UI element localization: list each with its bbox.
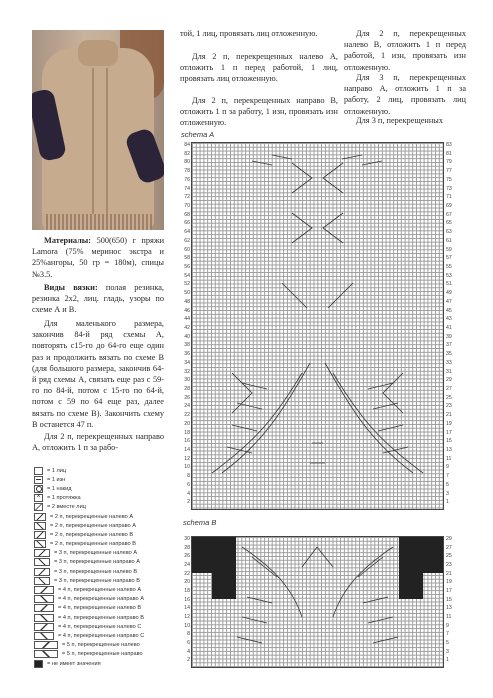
sweater-collar bbox=[78, 40, 118, 66]
row-number: 16 bbox=[184, 596, 190, 603]
legend-item: = 3 п, перекрещенные направо А bbox=[34, 558, 162, 567]
size-paragraph: Для маленького размера, закончив 84-й ряд схемы А, повторять с15-го до 64-го еще один раз и продолжить вязать по схеме В (для большого размера, закончив 64-й ряд схемы А, связать еще раз с 59-го по 84-й, потом с 15-го по 64-й, потом с 59 по 64 еще раз, далее вязать по схеме В). Закончить схему В останется 47 п. bbox=[32, 319, 164, 429]
materials-text: 500(650) г пряжи Lamora (75% меринос экстра и 25%ангоры, 50 гр = 180м), спицы №3.5. bbox=[32, 236, 165, 279]
cross-3-left-b-icon bbox=[34, 568, 50, 576]
row-number: 24 bbox=[184, 562, 190, 568]
row-number: 2 bbox=[187, 499, 190, 506]
cross-right-a-paragraph: Для 2 п, перекрещенных направо А, отложить 1 п за рабо- bbox=[32, 432, 164, 453]
row-number: 13 bbox=[446, 605, 452, 612]
row-number: 3 bbox=[446, 648, 449, 655]
schema-b-grid bbox=[191, 536, 444, 668]
types-text: полая резинка, резинка 2х2, лиц. гладь, узоры по схеме А и В. bbox=[32, 283, 164, 315]
legend-item: = 4 п, перекрещенные налево С bbox=[34, 622, 162, 631]
purl-icon bbox=[34, 476, 43, 484]
row-number: 69 bbox=[446, 203, 452, 209]
row-number: 23 bbox=[446, 403, 452, 410]
row-number: 22 bbox=[184, 412, 190, 419]
row-number: 24 bbox=[184, 403, 190, 410]
row-number: 82 bbox=[184, 150, 190, 157]
row-number: 28 bbox=[184, 544, 190, 551]
row-number: 34 bbox=[184, 359, 190, 366]
row-number: 21 bbox=[446, 412, 452, 419]
row-number: 23 bbox=[446, 562, 452, 568]
row-number: 17 bbox=[446, 429, 452, 436]
row-number: 63 bbox=[446, 229, 452, 236]
legend-item: = 2 вместе лиц bbox=[34, 503, 162, 512]
row-number: 30 bbox=[184, 377, 190, 384]
col3-paragraph-2: Для 3 п, перекрещенных направо А, отложить 1 п за работу, 2 лиц, провязать лиц отложенную. bbox=[344, 73, 466, 116]
row-number: 41 bbox=[446, 325, 452, 331]
row-number: 22 bbox=[184, 570, 190, 577]
row-number: 12 bbox=[184, 455, 190, 462]
row-number: 29 bbox=[446, 377, 452, 384]
row-number: 59 bbox=[446, 246, 452, 253]
row-number: 18 bbox=[184, 429, 190, 436]
row-number: 4 bbox=[187, 648, 190, 655]
row-number: 6 bbox=[187, 481, 190, 488]
row-number: 56 bbox=[184, 264, 190, 270]
legend-item: × = 1 протяжка bbox=[34, 494, 162, 503]
row-number: 15 bbox=[446, 438, 452, 445]
row-number: 79 bbox=[446, 159, 452, 166]
row-number: 19 bbox=[446, 420, 452, 427]
row-number: 48 bbox=[184, 298, 190, 305]
types-paragraph bbox=[32, 282, 164, 316]
row-number: 72 bbox=[184, 194, 190, 201]
legend-item: = 1 лиц bbox=[34, 466, 162, 475]
row-number: 7 bbox=[446, 631, 449, 638]
row-number: 4 bbox=[187, 490, 190, 497]
legend-item: = 2 п, перекрещенные направо А bbox=[34, 521, 162, 530]
schema-a-label: schema A bbox=[181, 130, 215, 139]
row-number: 45 bbox=[446, 307, 452, 314]
cross-4-left-a-icon bbox=[34, 586, 54, 594]
row-number: 2 bbox=[187, 657, 190, 664]
sweater-fringe bbox=[44, 214, 152, 230]
row-number: 55 bbox=[446, 264, 452, 270]
legend-item: = 3 п, перекрещенные налево В bbox=[34, 567, 162, 576]
row-number: 20 bbox=[184, 579, 190, 586]
row-number: 31 bbox=[446, 368, 452, 375]
row-number: 10 bbox=[184, 622, 190, 629]
row-number: 17 bbox=[446, 588, 452, 594]
row-number: 15 bbox=[446, 596, 452, 603]
row-number: 21 bbox=[446, 570, 452, 577]
row-number: 40 bbox=[184, 333, 190, 340]
row-number: 5 bbox=[446, 481, 449, 488]
row-number: 66 bbox=[184, 220, 190, 227]
row-number: 60 bbox=[184, 246, 190, 253]
k2tog-icon bbox=[34, 503, 43, 511]
row-number: 47 bbox=[446, 298, 452, 305]
row-number: 26 bbox=[184, 394, 190, 401]
col2-paragraph-1: той, 1 лиц, провязать лиц отложенную. bbox=[180, 29, 318, 38]
row-number: 65 bbox=[446, 220, 452, 227]
row-number: 67 bbox=[446, 211, 452, 218]
symbol-legend bbox=[34, 466, 162, 668]
row-number: 9 bbox=[446, 622, 449, 629]
pull-through-icon bbox=[34, 494, 43, 502]
schema-b-row-numbers-left bbox=[180, 536, 190, 666]
row-number: 7 bbox=[446, 473, 449, 480]
row-number: 73 bbox=[446, 185, 452, 192]
cross-2-left-b-icon bbox=[34, 531, 46, 539]
cross-4-right-a-icon bbox=[34, 595, 54, 603]
row-number: 42 bbox=[184, 325, 190, 331]
cross-3-left-a-icon bbox=[34, 549, 50, 557]
row-number: 25 bbox=[446, 394, 452, 401]
legend-item: = 2 п, перекрещенные направо В bbox=[34, 540, 162, 549]
row-number: 1 bbox=[446, 499, 449, 506]
row-number: 37 bbox=[446, 342, 452, 349]
schema-a-cables bbox=[192, 143, 443, 509]
legend-item: = 3 п, перекрещенные налево А bbox=[34, 549, 162, 558]
row-number: 74 bbox=[184, 185, 190, 192]
legend-item: = 4 п, перекрещенные направо С bbox=[34, 631, 162, 640]
knit-icon bbox=[34, 467, 43, 475]
materials-paragraph bbox=[32, 235, 164, 280]
cross-5-left-icon bbox=[34, 641, 58, 649]
materials-label: Материалы: bbox=[44, 236, 92, 245]
schema-b-cables bbox=[192, 537, 443, 667]
schema-a-row-numbers-left bbox=[180, 142, 190, 508]
row-number: 8 bbox=[187, 631, 190, 638]
cross-4-left-c-icon bbox=[34, 623, 54, 631]
row-number: 57 bbox=[446, 255, 452, 262]
row-number: 81 bbox=[446, 150, 452, 157]
cross-5-right-icon bbox=[34, 650, 58, 658]
row-number: 58 bbox=[184, 255, 190, 262]
row-number: 1 bbox=[446, 657, 449, 664]
row-number: 18 bbox=[184, 588, 190, 594]
row-number: 14 bbox=[184, 605, 190, 612]
legend-item: = 4 п, перекрещенные направо А bbox=[34, 595, 162, 604]
row-number: 11 bbox=[446, 614, 452, 620]
col2-paragraph-2: Для 2 п, перекрещенных налево А, отложить 1 п перед работой, 1 лиц, провязать лиц отложенную. bbox=[180, 52, 338, 84]
row-number: 64 bbox=[184, 229, 190, 236]
schema-a-row-numbers-right bbox=[445, 142, 457, 508]
legend-item: = 1 накид bbox=[34, 484, 162, 493]
row-number: 25 bbox=[446, 553, 452, 560]
row-number: 27 bbox=[446, 544, 452, 551]
row-number: 70 bbox=[184, 203, 190, 209]
row-number: 11 bbox=[446, 455, 452, 462]
cable-pattern bbox=[92, 68, 108, 218]
legend-item: = 3 п, перекрещенные направо В bbox=[34, 576, 162, 585]
row-number: 75 bbox=[446, 176, 452, 183]
col2-paragraph-3: Для 2 п, перекрещенных направо В, отложить 1 п за работу, 1 изн, провязать изн отложенную. bbox=[180, 96, 338, 128]
cross-4-right-c-icon bbox=[34, 632, 54, 640]
row-number: 46 bbox=[184, 307, 190, 314]
row-number: 3 bbox=[446, 490, 449, 497]
cross-2-right-b-icon bbox=[34, 540, 46, 548]
schema-b-unused-right bbox=[399, 537, 443, 599]
row-number: 39 bbox=[446, 333, 452, 340]
row-number: 19 bbox=[446, 579, 452, 586]
row-number: 27 bbox=[446, 386, 452, 392]
cross-2-left-a-icon bbox=[34, 513, 46, 521]
row-number: 26 bbox=[184, 553, 190, 560]
row-number: 80 bbox=[184, 159, 190, 166]
row-number: 68 bbox=[184, 211, 190, 218]
col3-paragraph-1: Для 2 п, перекрещенных налево В, отложить 1 п перед работой, 1 изн, провязать изн отложенную. bbox=[344, 29, 466, 72]
row-number: 36 bbox=[184, 351, 190, 358]
row-number: 71 bbox=[446, 194, 452, 201]
row-number: 13 bbox=[446, 447, 452, 453]
schema-b-label: schema B bbox=[183, 518, 217, 527]
row-number: 9 bbox=[446, 464, 449, 471]
legend-item: = не имеет значения bbox=[34, 659, 162, 668]
legend-item: = 2 п, перекрещенные налево В bbox=[34, 530, 162, 539]
row-number: 20 bbox=[184, 420, 190, 427]
row-number: 78 bbox=[184, 168, 190, 175]
row-number: 62 bbox=[184, 237, 190, 244]
col3-paragraph-3: Для 3 п, перекрещенных bbox=[356, 116, 443, 125]
sweater-photo bbox=[32, 30, 164, 230]
legend-item: = 5 п, перекрещенные налево bbox=[34, 641, 162, 650]
row-number: 53 bbox=[446, 272, 452, 279]
types-label: Виды вязки: bbox=[44, 283, 98, 292]
row-number: 50 bbox=[184, 290, 190, 297]
schema-b-unused-left bbox=[192, 537, 236, 599]
legend-item: = 1 изн bbox=[34, 475, 162, 484]
row-number: 29 bbox=[446, 536, 452, 542]
legend-item: = 2 п, перекрещенные налево А bbox=[34, 512, 162, 521]
schema-b-row-numbers-right bbox=[445, 536, 457, 666]
row-number: 5 bbox=[446, 640, 449, 646]
row-number: 33 bbox=[446, 359, 452, 366]
legend-item: = 4 п, перекрещенные налево В bbox=[34, 604, 162, 613]
row-number: 14 bbox=[184, 447, 190, 453]
row-number: 12 bbox=[184, 614, 190, 620]
cross-3-right-b-icon bbox=[34, 577, 50, 585]
row-number: 77 bbox=[446, 168, 452, 175]
row-number: 30 bbox=[184, 536, 190, 542]
cross-4-right-b-icon bbox=[34, 614, 54, 622]
row-number: 76 bbox=[184, 176, 190, 183]
row-number: 84 bbox=[184, 142, 190, 148]
cross-4-left-b-icon bbox=[34, 604, 54, 612]
row-number: 16 bbox=[184, 438, 190, 445]
row-number: 51 bbox=[446, 281, 452, 288]
row-number: 49 bbox=[446, 290, 452, 297]
row-number: 83 bbox=[446, 142, 452, 148]
row-number: 28 bbox=[184, 386, 190, 392]
no-stitch-icon bbox=[34, 660, 43, 668]
row-number: 43 bbox=[446, 316, 452, 323]
row-number: 38 bbox=[184, 342, 190, 349]
row-number: 6 bbox=[187, 640, 190, 646]
cross-2-right-a-icon bbox=[34, 522, 46, 530]
row-number: 35 bbox=[446, 351, 452, 358]
cross-3-right-a-icon bbox=[34, 558, 50, 566]
row-number: 44 bbox=[184, 316, 190, 323]
legend-item: = 5 п, перекрещенные направо bbox=[34, 650, 162, 659]
row-number: 32 bbox=[184, 368, 190, 375]
row-number: 10 bbox=[184, 464, 190, 471]
row-number: 8 bbox=[187, 473, 190, 480]
schema-a-grid bbox=[191, 142, 444, 510]
row-number: 52 bbox=[184, 281, 190, 288]
row-number: 61 bbox=[446, 237, 452, 244]
legend-item: = 4 п, перекрещенные направо В bbox=[34, 613, 162, 622]
legend-item: = 4 п, перекрещенные налево А bbox=[34, 585, 162, 594]
row-number: 54 bbox=[184, 272, 190, 279]
